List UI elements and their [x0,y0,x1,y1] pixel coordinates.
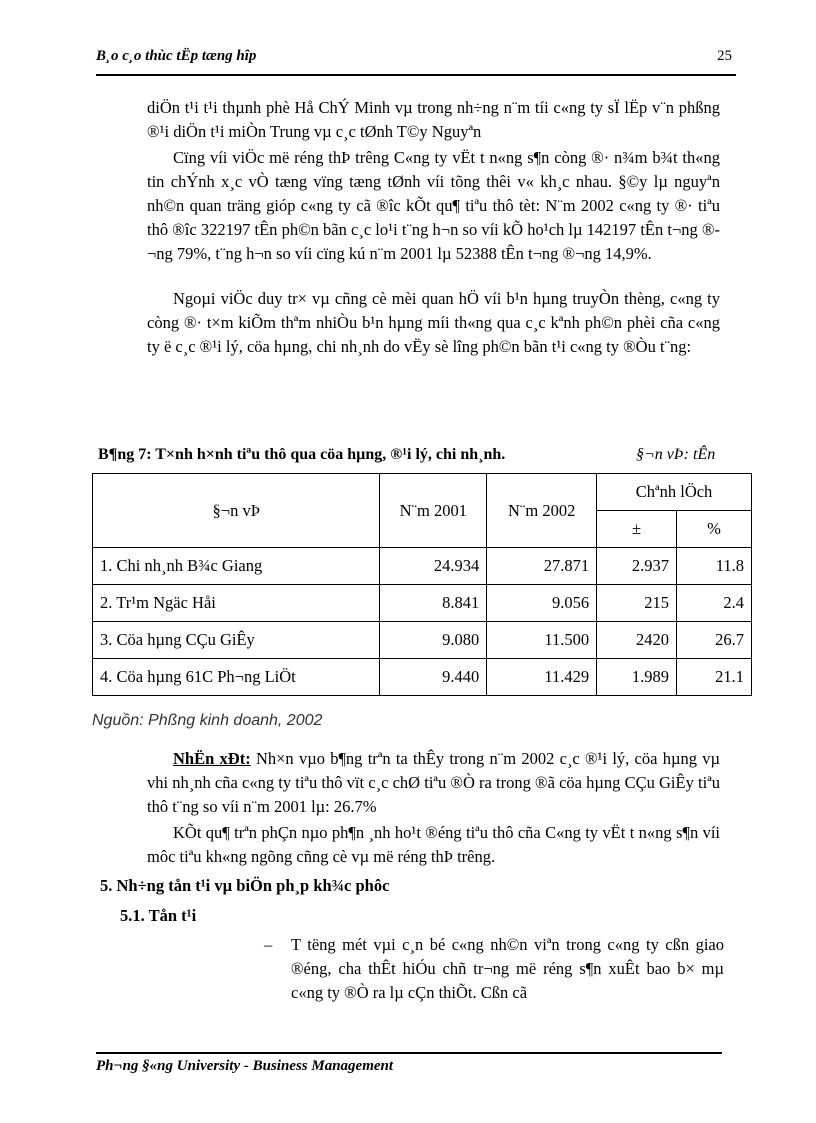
row-name: 2. Tr¹m Ngäc Håi [93,585,380,622]
footer-text: Ph¬ng §«ng University - Business Management [96,1058,394,1074]
conclusion-text: KÕt qu¶ trªn phÇn nµo ph¶n ¸nh ho¹t ®éng tiªu thô cña C«ng ty vËt t n«ng s¶n víi môc tiªu kh«ng ngõng cñng cè vµ më réng thÞ trêng. [147,823,720,866]
bullet-item [264,933,724,1005]
row-name: 1. Chi nh¸nh B¾c Giang [93,548,380,585]
table-row [93,622,752,659]
row-diff: 1.989 [597,659,677,696]
table-source: Nguồn: Phßng kinh doanh, 2002 [92,712,323,729]
row-diff: 2.937 [597,548,677,585]
row-diff: 215 [597,585,677,622]
row-2002: 11.429 [487,659,597,696]
paragraph-3-text: Ngoµi viÖc duy tr× vµ cñng cè mèi quan hÖ víi b¹n hµng truyÒn thèng, c«ng ty còng ®· t×m kiÕm thªm nhiÒu b¹n hµng míi th«ng qua c¸c kªnh ph©n phèi cña c«ng ty ë c¸c ®¹i lý, cöa hµng, chi nh¸nh do vËy sè lîng ph©n bãn t¹i c«ng ty ®Òu t¨ng: [147,289,720,356]
paragraph-2 [147,146,720,266]
paragraph-2-text: Cïng víi viÖc më réng thÞ trêng C«ng ty vËt t n«ng s¶n còng ®· n¾m b¾t th«ng tin chÝnh x¸c vÒ tæng vïng tæng tØnh víi tõng thêi v« kh¸c nhau. §©y lµ nguyªn nh©n quan träng gióp c«ng ty cã ®îc kÕt qu¶ tiªu thô tèt: N¨m 2002 c«ng ty ®· tiªu thô ®îc 322197 tÊn ph©n bãn c¸c lo¹i t¨ng h¬n so víi kÕ ho¹ch lµ 142197 tÊn t¬ng ®¬ng 79%, t¨ng h¬n so víi cïng kú n¨m 2001 lµ 52388 tÊn t¬ng ®¬ng 14,9%. [147,148,720,263]
table-unit: §¬n vÞ: tÊn [636,446,716,463]
header-difference: Chªnh lÖch [597,474,752,511]
table-row [93,659,752,696]
row-name: 3. Cöa hµng CÇu GiÊy [93,622,380,659]
paragraph-1-text: diÖn t¹i t¹i thµnh phè Hå ChÝ Minh vµ trong nh÷ng n¨m tíi c«ng ty sÏ lËp v¨n phßng ®¹i diÖn t¹i miÒn Trung vµ c¸c tØnh T©y Nguyªn [147,98,720,141]
header-percent: % [677,511,752,548]
section-heading: 5. Nh÷ng tån t¹i vµ biÖn ph¸p kh¾c phôc [100,876,390,895]
page-header [96,46,736,76]
row-2001: 9.440 [380,659,487,696]
row-2001: 8.841 [380,585,487,622]
table-caption: B¶ng 7: T×nh h×nh tiªu thô qua cöa hµng, ®¹i lý, chi nh¸nh. [98,446,506,463]
bullet-text: T tëng mét vµi c¸n bé c«ng nh©n viªn trong c«ng ty cßn giao ®éng, cha thÊt hiÓu chñ tr¬ng më réng s¶n xuÊt bao b× mµ c«ng ty ®Ò ra lµ cÇn thiÕt. Cßn cã [291,935,724,1002]
row-name: 4. Cöa hµng 61C Ph¬ng LiÖt [93,659,380,696]
header-plus-minus: ± [597,511,677,548]
row-2001: 24.934 [380,548,487,585]
page-number: 25 [717,48,732,64]
paragraph-1 [147,96,720,144]
row-diff: 2420 [597,622,677,659]
header-2002: N¨m 2002 [487,474,597,548]
conclusion-paragraph [147,821,720,869]
paragraph-3 [147,287,720,359]
row-2002: 27.871 [487,548,597,585]
subsection-heading: 5.1. Tån t¹i [120,906,197,925]
page-footer [96,1052,722,1074]
bullet-dash: – [264,935,273,954]
row-pct: 26.7 [677,622,752,659]
note-label: NhËn xÐt: [173,749,251,768]
row-pct: 11.8 [677,548,752,585]
header-title: B¸o c¸o thùc tËp tæng hîp [96,48,257,64]
row-2002: 11.500 [487,622,597,659]
header-unit: §¬n vÞ [93,474,380,548]
table-row [93,548,752,585]
row-pct: 2.4 [677,585,752,622]
header-2001: N¨m 2001 [380,474,487,548]
row-pct: 21.1 [677,659,752,696]
sales-table [92,473,752,696]
row-2001: 9.080 [380,622,487,659]
note-text: Nh×n vµo b¶ng trªn ta thÊy trong n¨m 2002 c¸c ®¹i lý, cöa hµng vµ vhi nh¸nh cña c«ng ty tiªu thô vït c¸c chØ tiªu ®Ò ra trong ®ã cöa hµng CÇu GiÊy tiªu thô t¨ng so víi n¨m 2001 lµ: 26.7% [147,749,720,816]
note-paragraph [147,747,720,819]
row-2002: 9.056 [487,585,597,622]
table-row [93,585,752,622]
